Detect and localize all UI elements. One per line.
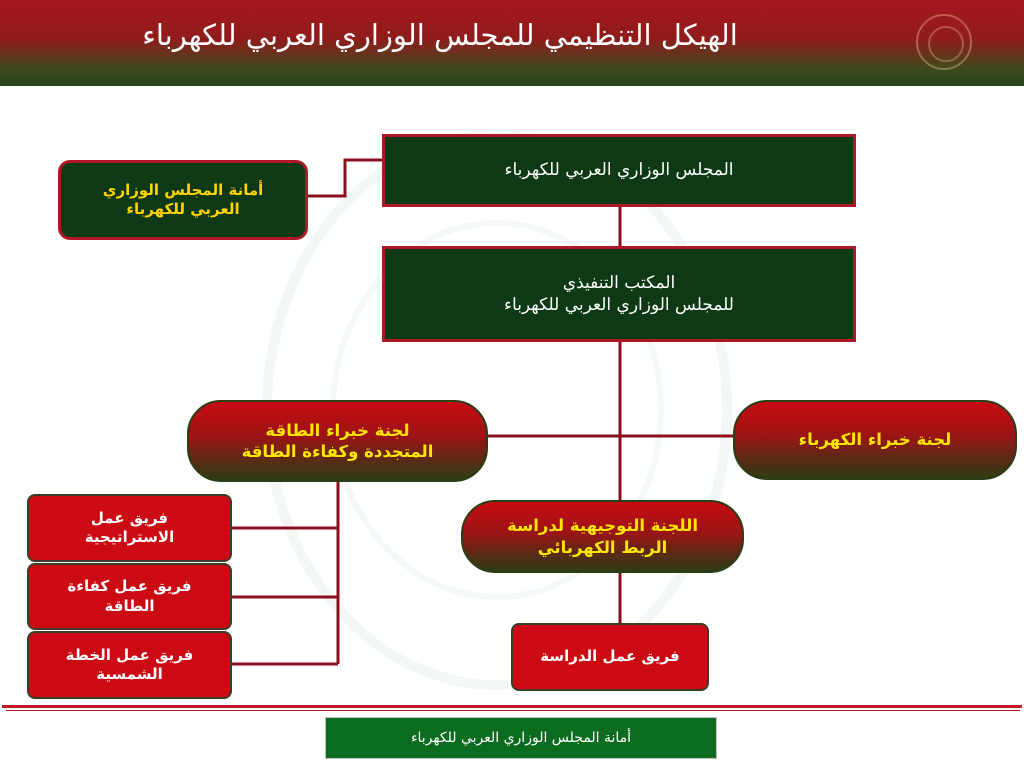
electricity-experts-committee-label: لجنة خبراء الكهرباء bbox=[798, 430, 952, 450]
renewable-energy-committee bbox=[187, 400, 488, 482]
secretariat-box bbox=[58, 160, 308, 240]
secretariat-line-1: أمانة المجلس الوزاري bbox=[102, 180, 264, 199]
renewable-energy-committee-line-2: المتجددة وكفاءة الطاقة bbox=[241, 442, 434, 461]
steering-committee-line-1: اللجنة التوجيهية لدراسة bbox=[507, 516, 699, 536]
executive-office-box bbox=[382, 246, 856, 342]
steering-committee-line-2: الربط الكهربائي bbox=[537, 537, 668, 557]
council-box bbox=[382, 134, 856, 207]
connector-secretariat bbox=[307, 160, 384, 196]
secretariat-line-2: العربي للكهرباء bbox=[126, 200, 240, 218]
electricity-experts-committee bbox=[733, 400, 1017, 480]
steering-committee bbox=[461, 500, 744, 573]
efficiency-team-box bbox=[27, 563, 232, 630]
strategy-team-line-2: الاستراتيجية bbox=[84, 528, 175, 546]
page-title: الهيكل التنظيمي للمجلس الوزاري العربي للكهرباء bbox=[142, 18, 738, 52]
footer-banner bbox=[325, 717, 717, 759]
solar-team-box bbox=[27, 631, 232, 699]
footer-text: أمانة المجلس الوزاري العربي للكهرباء bbox=[410, 730, 632, 746]
strategy-team-line-1: فريق عمل bbox=[90, 508, 169, 527]
study-team-box bbox=[511, 623, 709, 691]
strategy-team-box bbox=[27, 494, 232, 562]
efficiency-team-line-1: فريق عمل كفاءة bbox=[67, 577, 192, 595]
footer-divider bbox=[2, 705, 1022, 708]
executive-office-line-2: للمجلس الوزاري العربي للكهرباء bbox=[504, 295, 734, 315]
footer-divider-thin bbox=[6, 710, 1020, 711]
renewable-energy-committee-line-1: لجنة خبراء الطاقة bbox=[265, 420, 410, 440]
solar-team-line-2: الشمسية bbox=[96, 665, 163, 683]
executive-office-line-1: المكتب التنفيذي bbox=[562, 272, 676, 293]
solar-team-line-1: فريق عمل الخطة bbox=[65, 645, 194, 664]
study-team-label: فريق عمل الدراسة bbox=[540, 647, 680, 666]
efficiency-team-line-2: الطاقة bbox=[104, 596, 155, 615]
council-label: المجلس الوزاري العربي للكهرباء bbox=[504, 160, 734, 181]
